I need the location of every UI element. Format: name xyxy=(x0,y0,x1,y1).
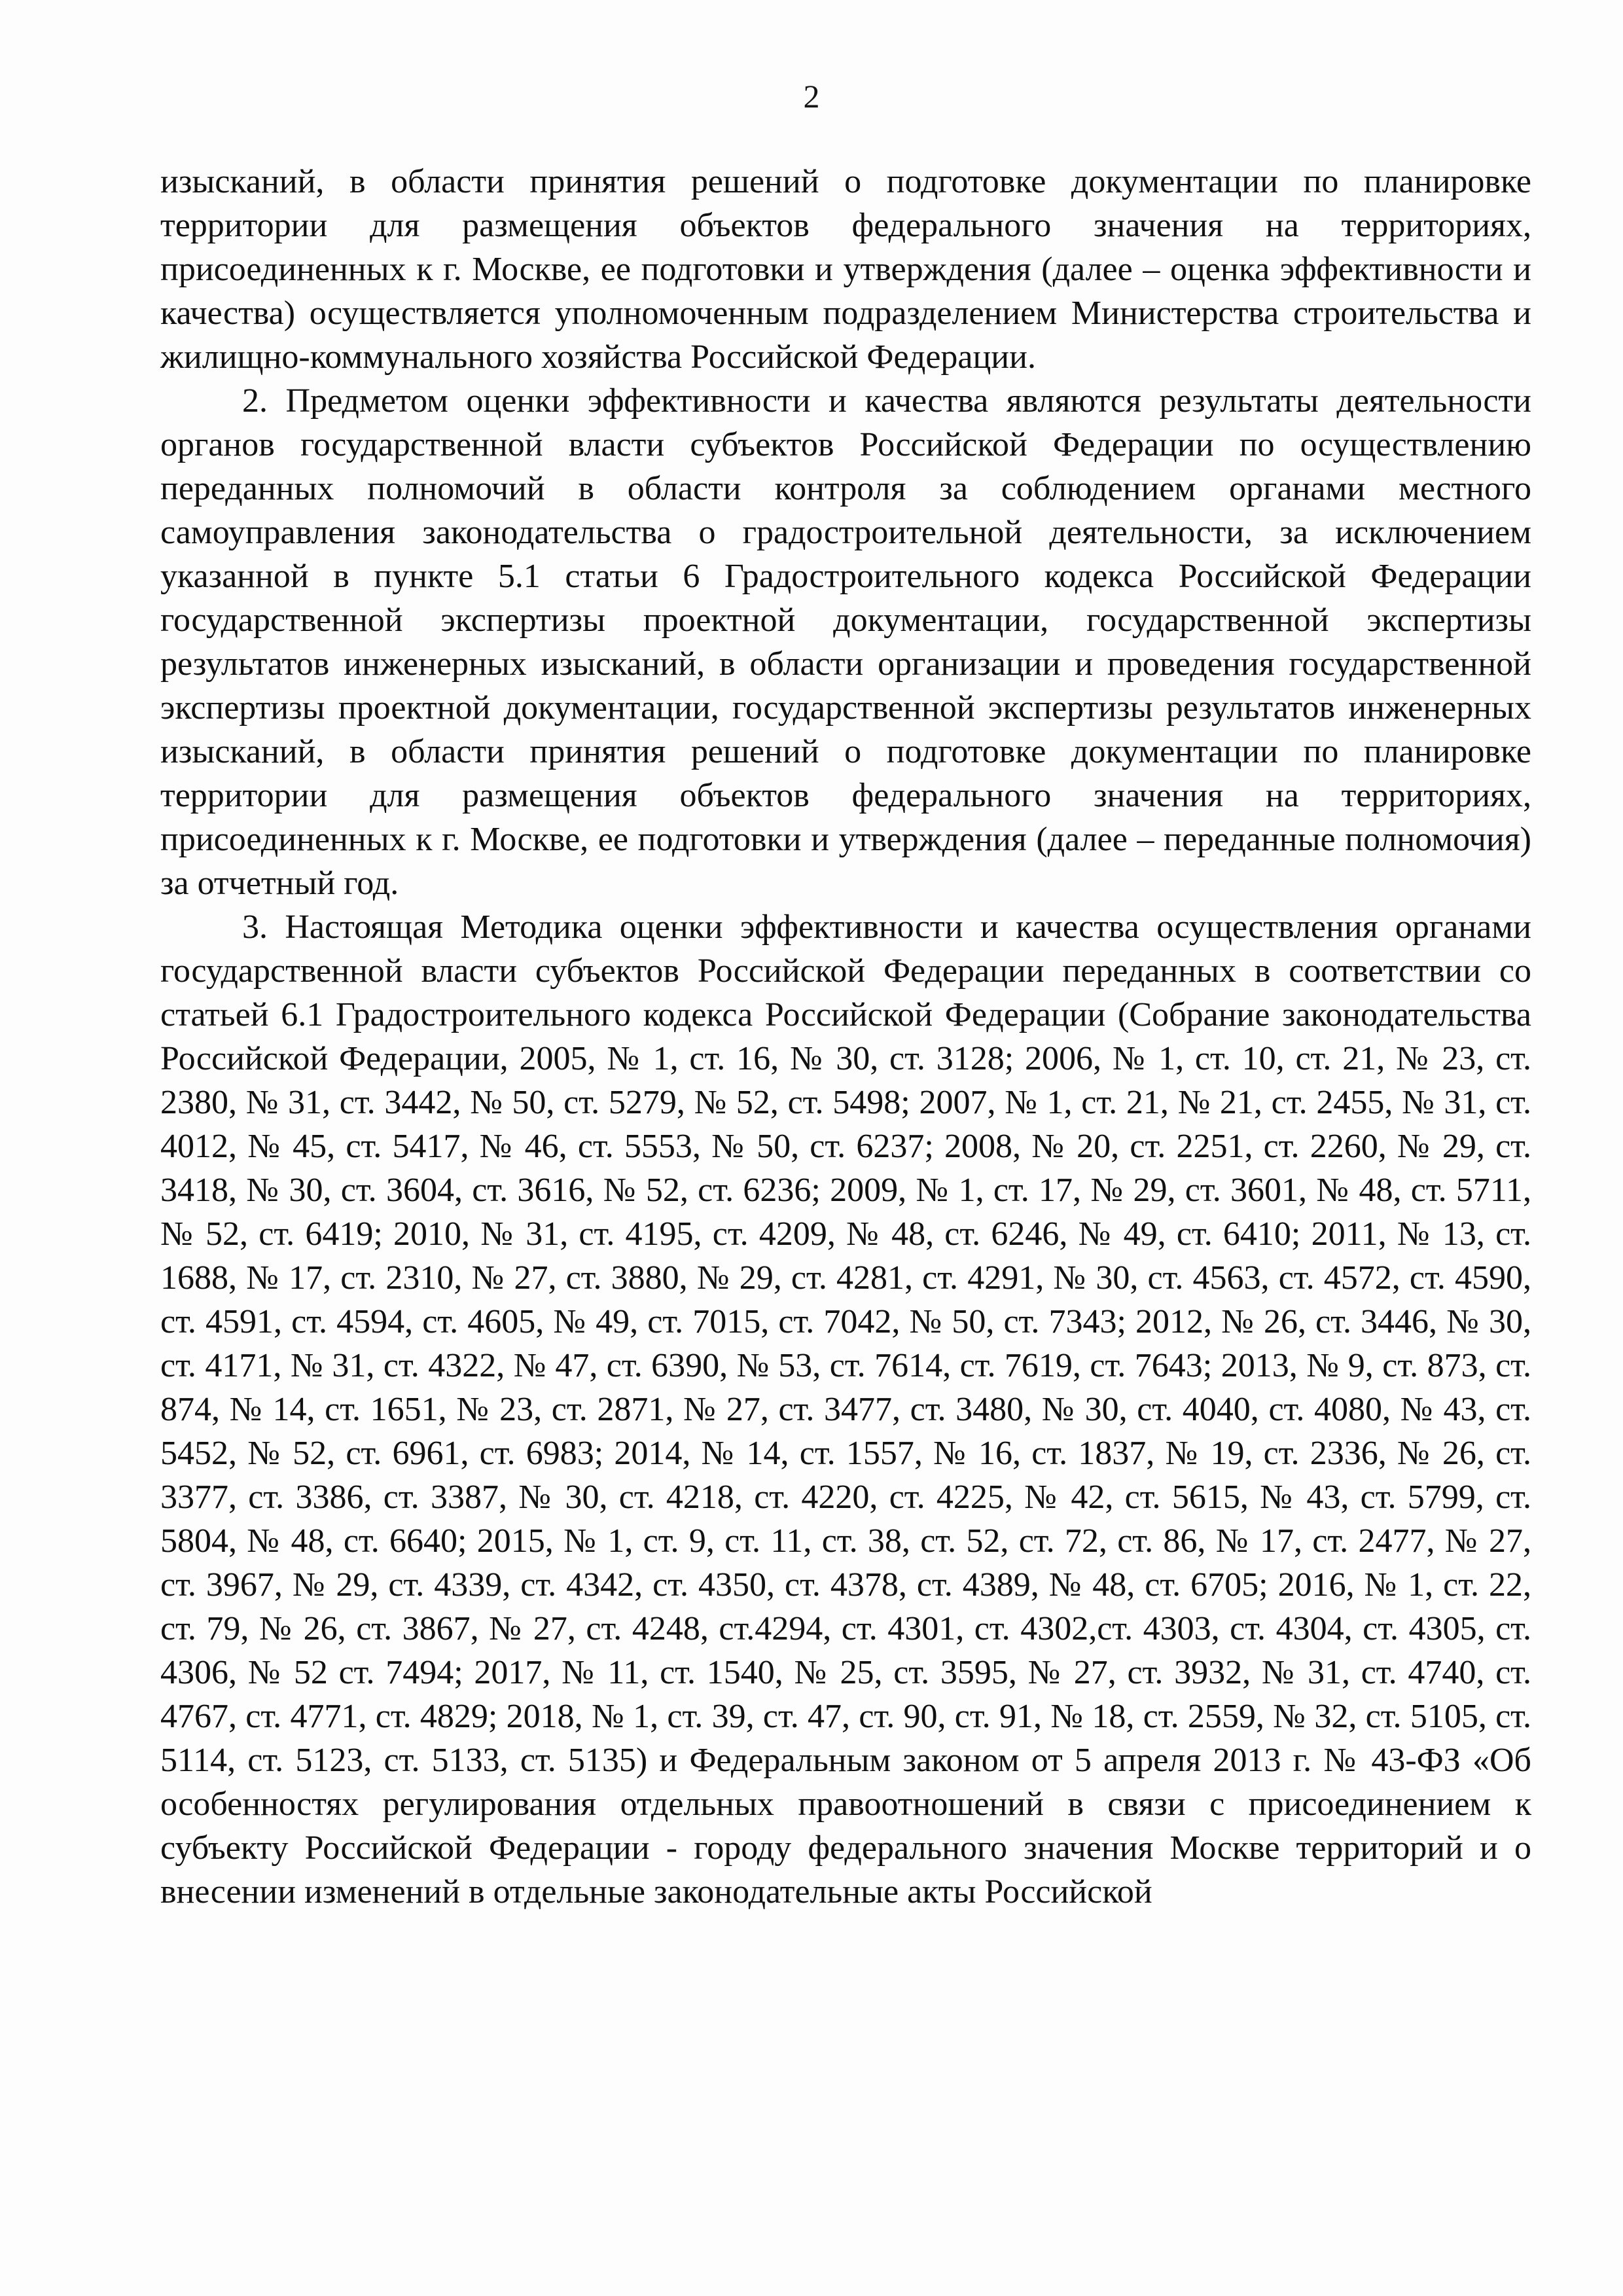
paragraph-item-3: 3. Настоящая Методика оценки эффективности и качества осуществления органами государственной власти субъектов Российской Федерации переданных в соответствии со статьей 6.1 Градостроительного кодекса Российской Федерации (Собрание законодательства Российской Федерации, 2005, № 1, ст. 16, № 30, ст. 3128; 2006, № 1, ст. 10, ст. 21, № 23, ст. 2380, № 31, ст. 3442, № 50, ст. 5279, № 52, ст. 5498; 2007, № 1, ст. 21, № 21, ст. 2455, № 31, ст. 4012, № 45, ст. 5417, № 46, ст. 5553, № 50, ст. 6237; 2008, № 20, ст. 2251, ст. 2260, № 29, ст. 3418, № 30, ст. 3604, ст. 3616, № 52, ст. 6236; 2009, № 1, ст. 17, № 29, ст. 3601, № 48, ст. 5711, № 52, ст. 6419; 2010, № 31, ст. 4195, ст. 4209, № 48, ст. 6246, № 49, ст. 6410; 2011, № 13, ст. 1688, № 17, ст. 2310, № 27, ст. 3880, № 29, ст. 4281, ст. 4291, № 30, ст. 4563, ст. 4572, ст. 4590, ст. 4591, ст. 4594, ст. 4605, № 49, ст. 7015, ст. 7042, № 50, ст. 7343; 2012, № 26, ст. 3446, № 30, ст. 4171, № 31, ст. 4322, № 47, ст. 6390, № 53, ст. 7614, ст. 7619, ст. 7643; 2013, № 9, ст. 873, ст. 874, № 14, ст. 1651, № 23, ст. 2871, № 27, ст. 3477, ст. 3480, № 30, ст. 4040, ст. 4080, № 43, ст. 5452, № 52, ст. 6961, ст. 6983; 2014, № 14, ст. 1557, № 16, ст. 1837, № 19, ст. 2336, № 26, ст. 3377, ст. 3386, ст. 3387, № 30, ст. 4218, ст. 4220, ст. 4225, № 42, ст. 5615, № 43, ст. 5799, ст. 5804, № 48, ст. 6640; 2015, № 1, ст. 9, ст. 11, ст. 38, ст. 52, ст. 72, ст. 86, № 17, ст. 2477, № 27, ст. 3967, № 29, ст. 4339, ст. 4342, ст. 4350, ст. 4378, ст. 4389, № 48, ст. 6705; 2016, № 1, ст. 22, ст. 79, № 26, ст. 3867, № 27, ст. 4248, ст.4294, ст. 4301, ст. 4302,ст. 4303, ст. 4304, ст. 4305, ст. 4306, № 52 ст. 7494; 2017, № 11, ст. 1540, № 25, ст. 3595, № 27, ст. 3932, № 31, ст. 4740, ст. 4767, ст. 4771, ст. 4829; 2018, № 1, ст. 39, ст. 47, ст. 90, ст. 91, № 18, ст. 2559, № 32, ст. 5105, ст. 5114, ст. 5123, ст. 5133, ст. 5135) и Федеральным законом от 5 апреля 2013 г. № 43-ФЗ «Об особенностях регулирования отдельных правоотношений в связи с присоединением к субъекту Российской Федерации - городу федерального значения Москве территорий и о внесении изменений в отдельные законодательные акты Российской xyxy=(160,908,1531,1910)
page-number: 2 xyxy=(803,78,820,115)
document-body xyxy=(160,160,1531,1914)
paragraph-item-2: 2. Предметом оценки эффективности и качества являются результаты деятельности органов государственной власти субъектов Российской Федерации по осуществлению переданных полномочий в области контроля за соблюдением органами местного самоуправления законодательства о градостроительной деятельности, за исключением указанной в пункте 5.1 статьи 6 Градостроительного кодекса Российской Федерации государственной экспертизы проектной документации, государственной экспертизы результатов инженерных изысканий, в области организации и проведения государственной экспертизы проектной документации, государственной экспертизы результатов инженерных изысканий, в области принятия решений о подготовке документации по планировке территории для размещения объектов федерального значения на территориях, присоединенных к г. Москве, ее подготовки и утверждения (далее – переданные полномочия) за отчетный год. xyxy=(160,382,1531,902)
paragraph-continuation: изысканий, в области принятия решений о подготовке документации по планировке территории для размещения объектов федерального значения на территориях, присоединенных к г. Москве, ее подготовки и утверждения (далее – оценка эффективности и качества) осуществляется уполномоченным подразделением Министерства строительства и жилищно-коммунального хозяйства Российской Федерации. xyxy=(160,163,1531,376)
